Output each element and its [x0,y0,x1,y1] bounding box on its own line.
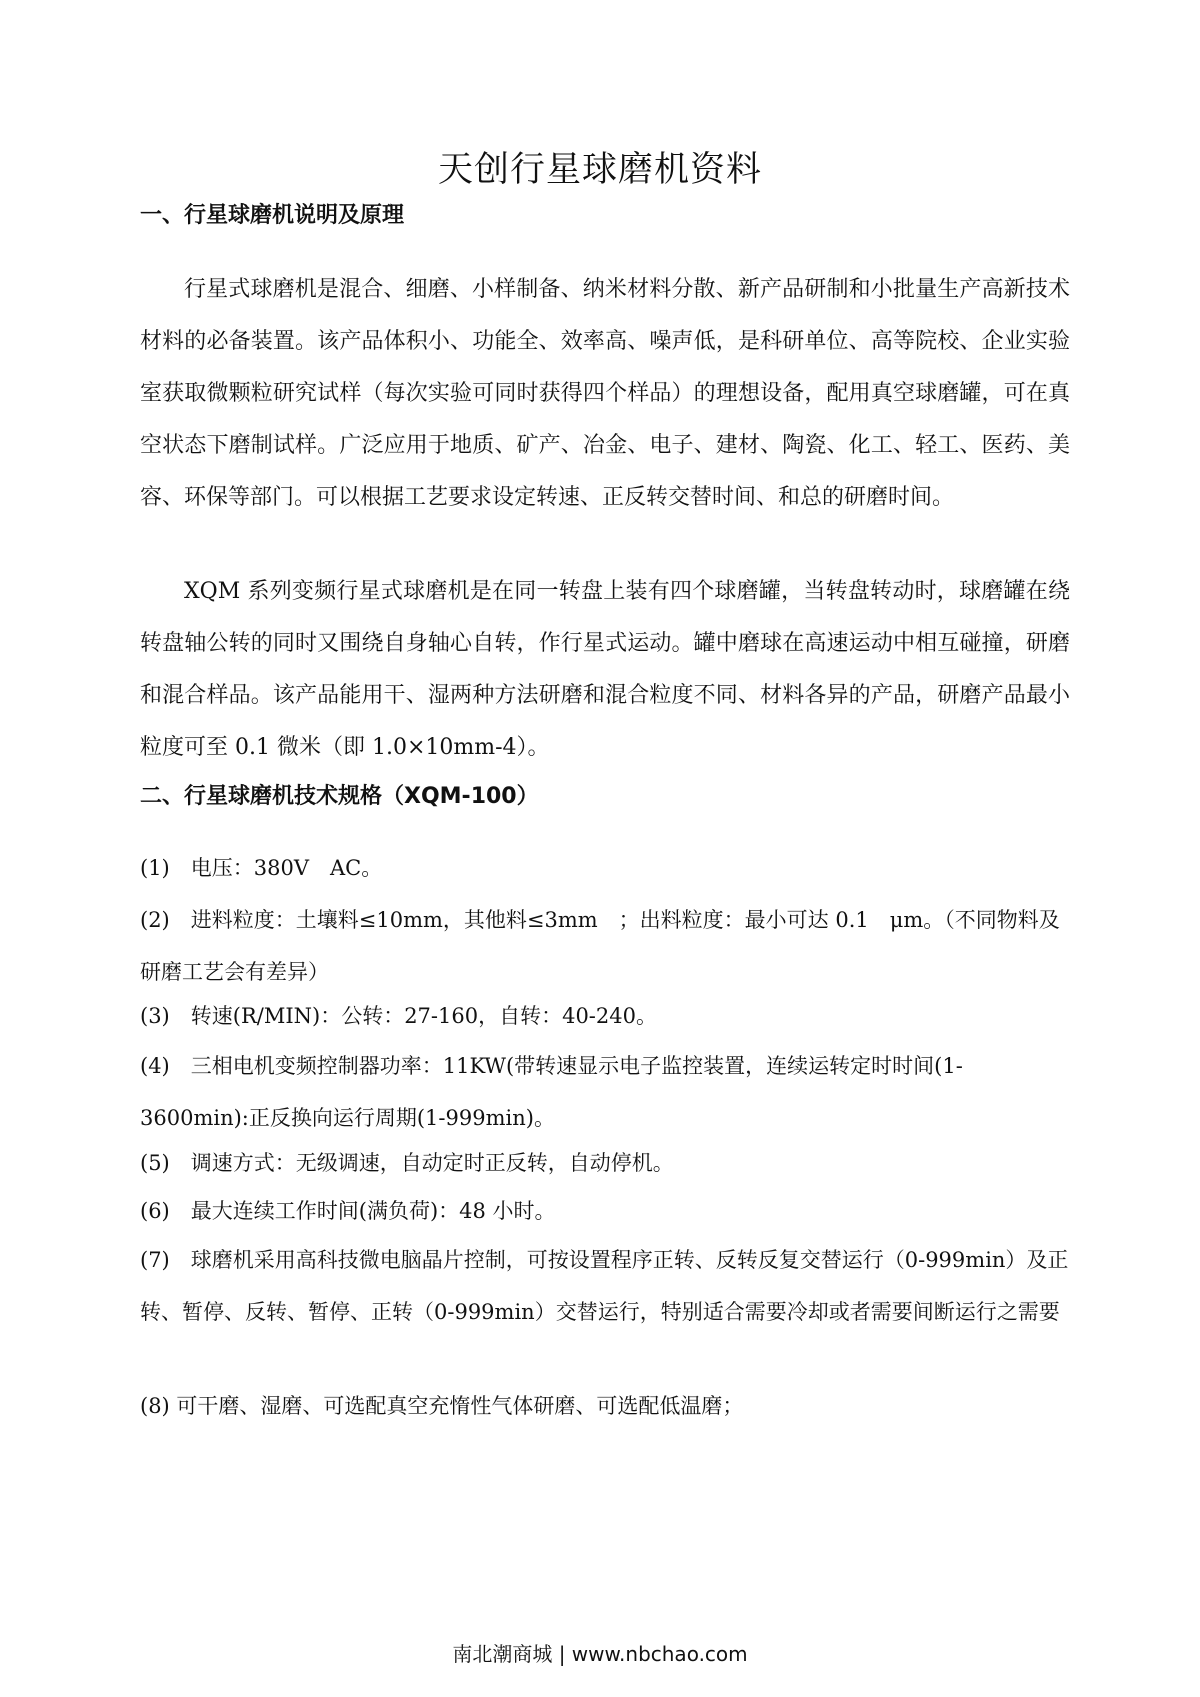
spec-item-grinding-modes: (8) 可干磨、湿磨、可选配真空充惰性气体研磨、可选配低温磨； [140,1394,744,1418]
spec-item-microcomputer-control: (7) 球磨机采用高科技微电脑晶片控制，可按设置程序正转、反转反复交替运行（0-999min）及正转、暂停、反转、暂停、正转（0-999min）交替运行，特别适合需要冷却或者需要间断运行之需要 [140,1248,1069,1324]
spec-item-max-working-time: (6) 最大连续工作时间(满负荷)：48 小时。 [140,1199,556,1223]
paragraph-working-principle: XQM 系列变频行星式球磨机是在同一转盘上装有四个球磨罐，当转盘转动时，球磨罐在绕转盘轴公转的同时又围绕自身轴心自转，作行星式运动。罐中磨球在高速运动中相互碰撞，研磨和混合样品。该产品能用干、湿两种方法研磨和混合粒度不同、材料各异的产品，研磨产品最小粒度可至 0.1 微米（即 1.0×10mm-4）。 [140,579,1070,760]
spec-item-speed: (3) 转速(R/MIN)：公转：27-160，自转：40-240。 [140,1004,657,1028]
spec-item-motor-power: (4) 三相电机变频控制器功率：11KW(带转速显示电子监控装置，连续运转定时时间(1-3600min):正反换向运行周期(1-999min)。 [140,1054,963,1130]
document-title: 天创行星球磨机资料 [437,150,762,190]
spec-item-particle-size: (2) 进料粒度：土壤料≤10mm，其他料≤3mm ；出料粒度：最小可达 0.1 μm。（不同物料及研磨工艺会有差异） [140,908,1060,984]
footer-site-link[interactable]: 南北潮商城 | www.nbchao.com [452,1642,748,1666]
section-heading-principle: 一、行星球磨机说明及原理 [140,203,405,228]
paragraph-description: 行星式球磨机是混合、细磨、小样制备、纳米材料分散、新产品研制和小批量生产高新技术材料的必备装置。该产品体积小、功能全、效率高、噪声低，是科研单位、高等院校、企业实验室获取微颗粒研究试样（每次实验可同时获得四个样品）的理想设备，配用真空球磨罐，可在真空状态下磨制试样。广泛应用于地质、矿产、冶金、电子、建材、陶瓷、化工、轻工、医药、美容、环保等部门。可以根据工艺要求设定转速、正反转交替时间、和总的研磨时间。 [140,277,1070,510]
section-heading-specs: 二、行星球磨机技术规格（XQM-100） [140,784,539,809]
spec-item-voltage: (1) 电压：380V AC。 [140,856,383,880]
spec-item-speed-control: (5) 调速方式：无级调速，自动定时正反转，自动停机。 [140,1151,674,1175]
